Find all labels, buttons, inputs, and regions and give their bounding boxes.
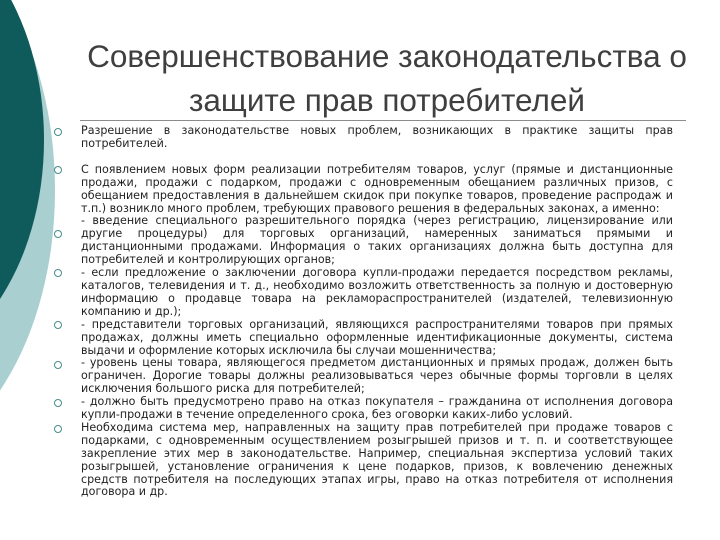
arc-shapes bbox=[0, 0, 60, 540]
paragraph-representatives: - представители торговых организаций, являющихся распространителями товаров при прямых продажах, должны иметь специально оформленные идентификационные документы, система выдачи и оформление которых исключила бы случаи мошенничества; bbox=[81, 317, 673, 357]
bullet-icon bbox=[54, 321, 62, 329]
slide-title: Совершенствование законодательства о защите прав потребителей bbox=[87, 38, 687, 118]
paragraph-licensing: - введение специального разрешительного порядка (через регистрацию, лицензирование или другие процедуры) для торговых организаций, намеренных заниматься прямыми и дистанционными продажами. Информация о таких организациях должна быть доступна для потребителей и контролирующих органов; bbox=[81, 214, 673, 267]
bullet-icon bbox=[54, 166, 62, 174]
paragraph-price-limit: - уровень цены товара, являющегося предметом дистанционных и прямых продаж, должен быть ограничен. Дорогие товары должны реализовываться через обычные формы торговли в целях исключения большого риска для потребителей; bbox=[81, 356, 673, 396]
bullet-icon bbox=[54, 399, 62, 407]
bullet-icon bbox=[54, 269, 62, 277]
paragraph-gift-sales: Необходима система мер, направленных на защиту прав потребителей при продаже товаров с подарками, с одновременным осуществлением розыгрышей призов и т. п. и соответствующее закрепление этих мер в законодательстве. Например, специальная экспертиза условий таких розыгрышей, установление ограничения к цене подарков, призов, к вовлечению денежных средств потребителя на последующих этапах игры, право на отказ потребителя от исполнения договора и др. bbox=[81, 420, 673, 499]
paragraph-new-forms: С появлением новых форм реализации потребителям товаров, услуг (прямые и дистанционные продажи, продажи с подарком, продажи с одновременным обещанием различных призов, с обещанием предоставления в дальнейшем скидок при покупке товаров, проведение распродаж и т.п.) возникло много проблем, требующих правового решения в федеральных законах, а именно: bbox=[81, 162, 673, 215]
paragraph-refusal-right: - должно быть предусмотрено право на отказ покупателя – гражданина от исполнения договора купли-продажи в течение определенного срока, без оговорки каких-либо условий. bbox=[81, 395, 673, 422]
decorative-arc-graphic bbox=[0, 0, 60, 540]
paragraph-intro: Разрешение в законодательстве новых проблем, возникающих в практике защиты прав потребителей. bbox=[81, 124, 673, 150]
bullet-icon bbox=[54, 425, 62, 433]
bullet-icon bbox=[54, 361, 62, 369]
paragraph-gap bbox=[81, 151, 673, 164]
paragraph-advertising: - если предложение о заключении договора купли-продажи передается посредством рекламы, каталогов, телевидения и т. д., необходимо возложить ответственность за полную и достоверную информацию о продавце товара на рекламораспространителей (издателей, телевизионную компанию и др.); bbox=[81, 266, 673, 318]
bullet-icon bbox=[54, 230, 62, 238]
bullet-icon bbox=[54, 128, 62, 136]
slide-body bbox=[81, 125, 673, 499]
title-divider bbox=[80, 120, 686, 121]
